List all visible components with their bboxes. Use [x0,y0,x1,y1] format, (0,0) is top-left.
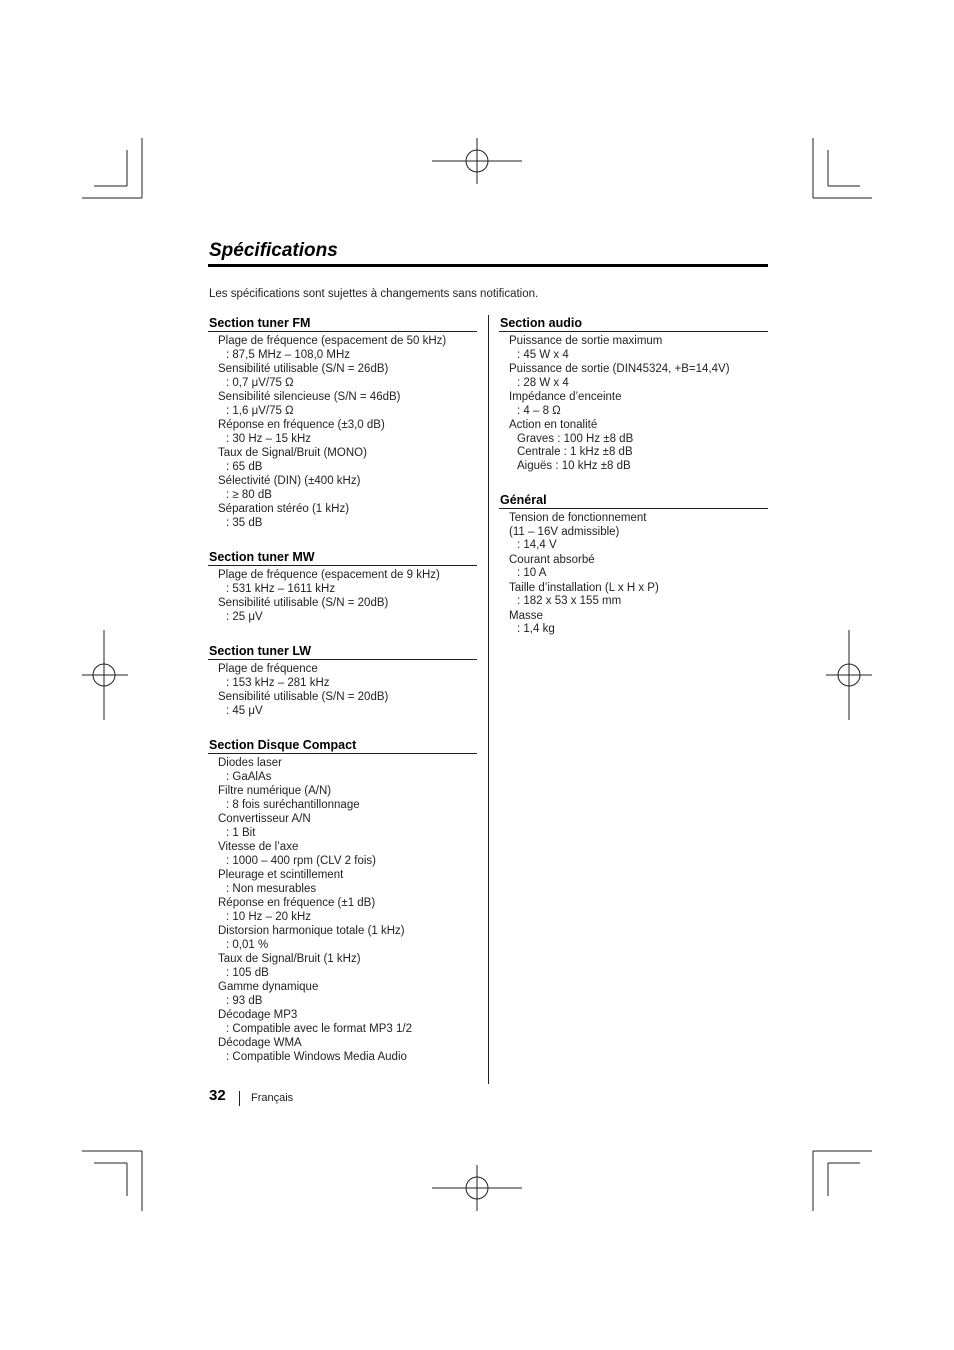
spec-item [208,597,477,624]
spec-label: Plage de fréquence (espacement de 9 kHz) [218,569,440,581]
spec-item [499,363,768,390]
spec-value: : 105 dB [226,966,269,979]
spec-item [208,335,477,362]
section-general [499,492,768,637]
spec-value: : 0,01 % [226,938,269,951]
intro-note: Les spécifications sont sujettes à changements sans notification. [209,288,539,300]
spec-label: Puissance de sortie maximum [509,335,663,347]
spec-item [208,953,477,980]
page-footer [209,1087,294,1105]
spec-item [208,1009,477,1036]
spec-item [499,582,768,609]
spec-item [499,512,768,553]
spec-label: Plage de fréquence (espacement de 50 kHz) [218,335,447,347]
spec-value: : 153 kHz – 281 kHz [226,676,330,689]
spec-item [499,419,768,473]
spec-value: : 65 dB [226,460,263,473]
spec-item [499,391,768,418]
spec-value: Centrale : 1 kHz ±8 dB [517,446,633,458]
spec-item [208,569,477,596]
spec-value: : Non mesurables [226,882,317,895]
spec-value: Aiguës : 10 kHz ±8 dB [517,459,631,472]
spec-value: : Compatible avec le format MP3 1/2 [226,1022,412,1035]
spec-value: : 182 x 53 x 155 mm [517,595,622,607]
spec-item [208,981,477,1008]
column-divider [488,315,489,1084]
section-fm [208,315,477,530]
spec-label: Puissance de sortie (DIN45324, +B=14,4V) [509,363,730,375]
spec-item [208,813,477,840]
spec-value: : 28 W x 4 [517,376,569,389]
spec-item [208,503,477,530]
spec-item [208,691,477,718]
spec-label: Décodage MP3 [218,1009,298,1021]
spec-item [208,897,477,924]
spec-item [208,391,477,418]
spec-value: : 45 W x 4 [517,348,569,361]
spec-label: (11 – 16V admissible) [509,525,620,538]
spec-label: Gamme dynamique [218,981,319,993]
spec-value: Graves : 100 Hz ±8 dB [517,432,634,445]
spec-value: : 30 Hz – 15 kHz [226,432,312,445]
spec-label: Sensibilité silencieuse (S/N = 46dB) [218,391,401,403]
spec-label: Décodage WMA [218,1037,302,1049]
left-column [208,315,477,1083]
section-heading: Section tuner FM [208,315,477,332]
spec-item [208,925,477,952]
spec-label: Courant absorbé [509,553,595,566]
spec-label: Vitesse de l’axe [218,841,299,853]
spec-value: : 25 μV [226,610,263,623]
section-mw [208,549,477,624]
spec-item [208,447,477,474]
right-column [499,315,768,656]
spec-value: : 4 – 8 Ω [517,404,561,417]
spec-value: : 87,5 MHz – 108,0 MHz [226,348,350,361]
spec-item [208,1037,477,1064]
spec-label: Sensibilité utilisable (S/N = 20dB) [218,691,389,703]
spec-item [208,757,477,784]
spec-value: : ≥ 80 dB [226,488,272,501]
spec-value: : 93 dB [226,994,263,1007]
spec-value: : Compatible Windows Media Audio [226,1050,407,1063]
language-label: Français [251,1092,294,1104]
spec-label: Convertisseur A/N [218,813,311,825]
spec-label: Plage de fréquence [218,663,318,675]
spec-label: Taux de Signal/Bruit (1 kHz) [218,953,361,965]
section-heading: Section tuner LW [208,643,477,660]
spec-label: Diodes laser [218,757,282,769]
section-audio [499,315,768,473]
section-cd [208,737,477,1064]
spec-item [208,841,477,868]
spec-label: Distorsion harmonique totale (1 kHz) [218,925,405,937]
spec-value: : 1,6 μV/75 Ω [226,404,294,417]
spec-label: Réponse en fréquence (±1 dB) [218,897,376,909]
spec-value: : 45 μV [226,704,263,717]
spec-label: Sensibilité utilisable (S/N = 20dB) [218,597,389,609]
section-heading: Section tuner MW [208,549,477,566]
spec-label: Taille d’installation (L x H x P) [509,581,659,594]
spec-value: : GaAlAs [226,770,272,783]
spec-value: : 0,7 μV/75 Ω [226,376,294,389]
footer-separator [239,1091,240,1106]
spec-value: : 10 Hz – 20 kHz [226,910,312,923]
spec-item [208,663,477,690]
spec-item [208,785,477,812]
spec-label: Séparation stéréo (1 kHz) [218,503,350,515]
page-number: 32 [209,1087,226,1104]
page-title: Spécifications [209,240,338,261]
spec-label: Pleurage et scintillement [218,869,344,881]
spec-label: Sélectivité (DIN) (±400 kHz) [218,475,361,487]
spec-item [208,363,477,390]
section-heading: Général [499,492,768,509]
spec-value: : 10 A [517,567,547,579]
spec-item [208,869,477,896]
spec-item [499,335,768,362]
spec-item [208,475,477,502]
spec-label: Réponse en fréquence (±3,0 dB) [218,419,385,431]
spec-item [499,610,768,637]
section-heading: Section Disque Compact [208,737,477,754]
spec-value: : 14,4 V [517,539,557,551]
spec-label: Tension de fonctionnement [509,512,647,524]
spec-item [208,419,477,446]
spec-label: Impédance d’enceinte [509,391,622,403]
spec-item [499,554,768,581]
spec-label: Sensibilité utilisable (S/N = 26dB) [218,363,389,375]
spec-label: Action en tonalité [509,419,598,431]
title-rule [208,264,768,267]
spec-label: Taux de Signal/Bruit (MONO) [218,447,367,459]
spec-value: : 1 Bit [226,826,256,839]
section-lw [208,643,477,718]
spec-value: : 1,4 kg [517,623,555,635]
spec-label: Masse [509,609,543,622]
spec-value: : 35 dB [226,516,263,529]
spec-label: Filtre numérique (A/N) [218,785,332,797]
spec-value: : 1000 – 400 rpm (CLV 2 fois) [226,854,376,867]
section-heading: Section audio [499,315,768,332]
spec-value: : 8 fois suréchantillonnage [226,798,360,811]
spec-value: : 531 kHz – 1611 kHz [226,582,336,595]
